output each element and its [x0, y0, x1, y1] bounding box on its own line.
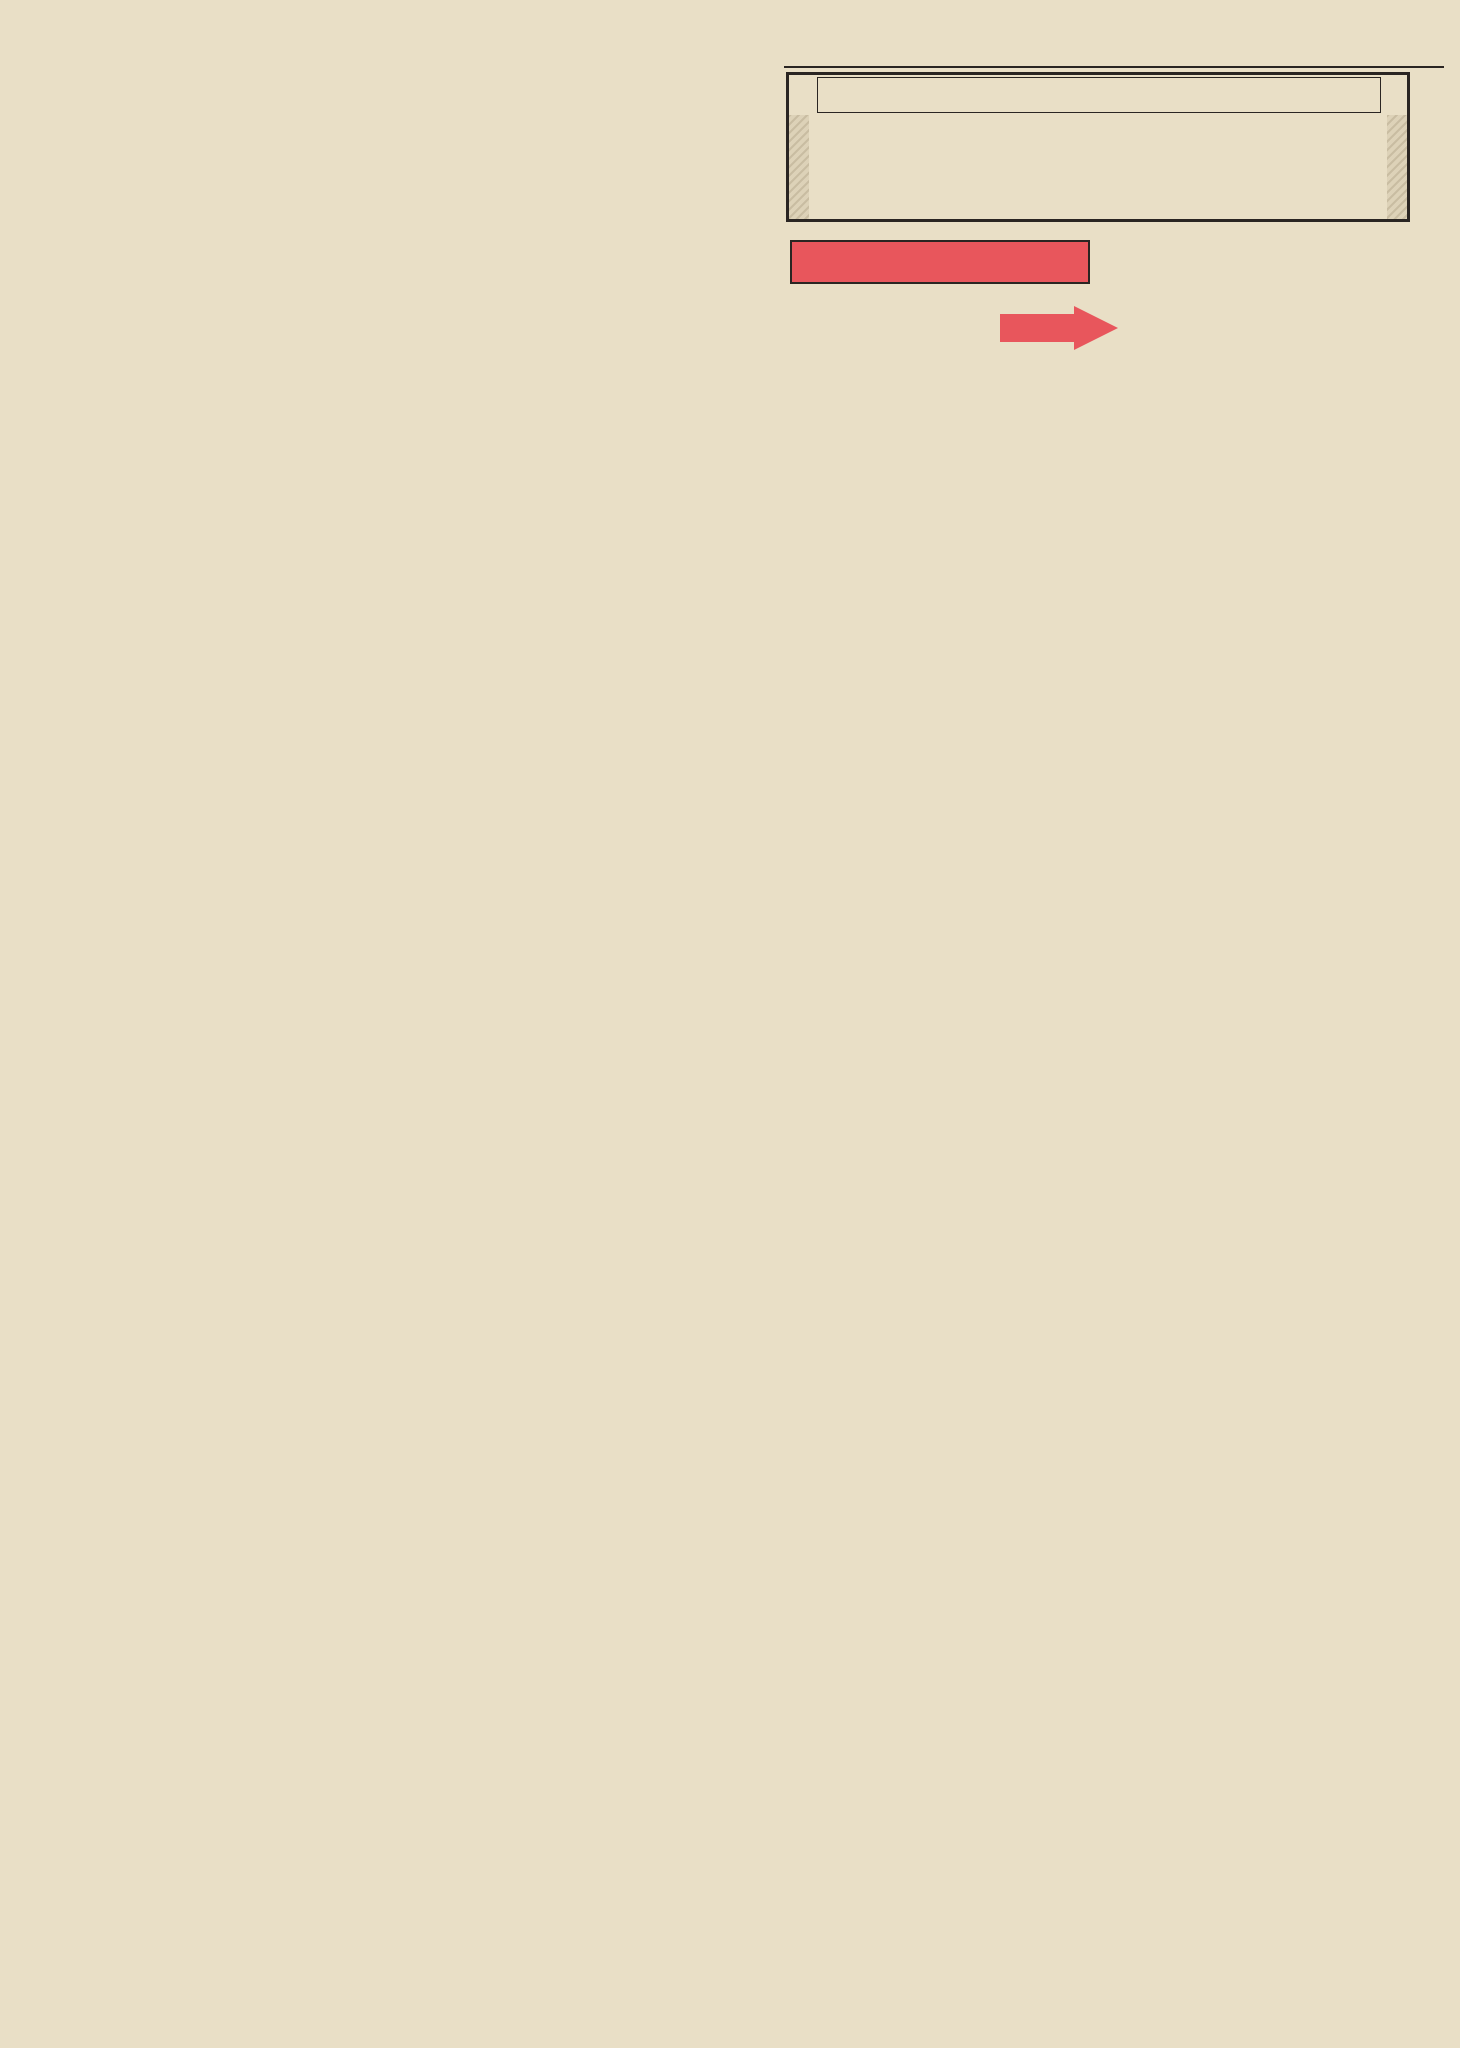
arrow-down-icon	[1000, 306, 1120, 350]
headline-hatch-left	[789, 115, 809, 219]
masthead-rule	[784, 66, 1444, 68]
headline-hatch-right	[1387, 115, 1407, 219]
sports-kicker	[817, 77, 1381, 113]
sports-headline-box	[786, 72, 1410, 222]
sports-section-label	[790, 240, 1090, 284]
sports-body-left	[786, 290, 950, 950]
